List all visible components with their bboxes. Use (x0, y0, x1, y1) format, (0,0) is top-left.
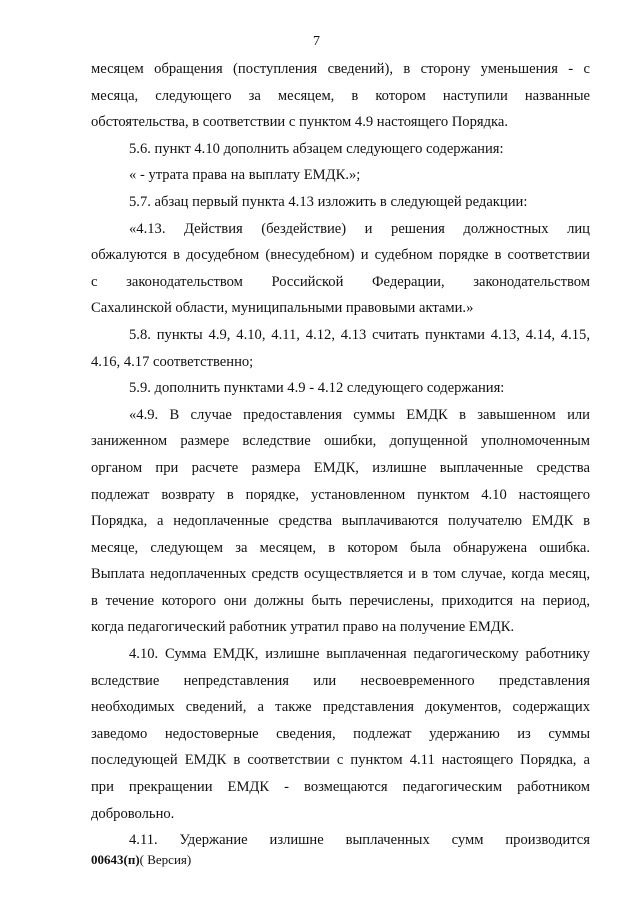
text-line: 4.16, 4.17 соответственно; (91, 353, 254, 370)
text-line: 5.8. пункты 4.9, 4.10, 4.11, 4.12, 4.13 считать пунктами 4.13, 4.14, 4.15, (129, 326, 590, 343)
text-line: последующей ЕМДК в соответствии с пунктом 4.11 настоящего Порядка, а (91, 752, 590, 769)
text-line: подлежат возврату в порядке, установленном пунктом 4.10 настоящего (91, 486, 590, 503)
text-line: 5.7. абзац первый пункта 4.13 изложить в следующей редакции: (129, 193, 528, 210)
text-line: Порядка, а недоплаченные средства выплачиваются получателю ЕМДК в (91, 513, 590, 530)
text-line: когда педагогический работник утратил право на получение ЕМДК. (91, 619, 515, 636)
footer-version: ( Версия) (139, 852, 192, 867)
text-line: обжалуются в досудебном (внесудебном) и судебном порядке в соответствии (91, 247, 590, 264)
text-line: органом при расчете размера ЕМДК, излишне выплаченные средства (91, 459, 590, 476)
text-line: заведомо недостоверные сведения, подлежат удержанию из суммы (91, 725, 590, 742)
text-line: в течение которого они должны быть перечислены, приходится на период, (91, 592, 590, 609)
text-line: 4.11. Удержание излишне выплаченных сумм производится (129, 832, 590, 849)
text-line: «4.9. В случае предоставления суммы ЕМДК в завышенном или (129, 406, 590, 423)
document-body (91, 56, 590, 854)
text-line: при прекращении ЕМДК - возмещаются педагогическим работником (91, 779, 590, 796)
text-line: 4.10. Сумма ЕМДК, излишне выплаченная педагогическому работнику (129, 646, 590, 663)
text-line: вследствие непредставления или несвоевременного представления (91, 672, 590, 689)
text-line: необходимых сведений, а также представления документов, содержащих (91, 699, 590, 716)
text-line: 5.6. пункт 4.10 дополнить абзацем следующего содержания: (129, 140, 504, 157)
text-line: обстоятельства, в соответствии с пунктом 4.9 настоящего Порядка. (91, 114, 509, 131)
text-line: месяца, следующего за месяцем, в котором наступили названные (91, 87, 590, 104)
footer-code: 00643(п) (91, 852, 140, 867)
document-footer (91, 852, 191, 868)
text-line: «4.13. Действия (бездействие) и решения должностных лиц (129, 220, 590, 237)
text-line: Сахалинской области, муниципальными правовыми актами.» (91, 300, 474, 317)
page-number: 7 (313, 34, 320, 49)
text-line: 5.9. дополнить пунктами 4.9 - 4.12 следующего содержания: (129, 380, 505, 397)
text-line: месяцем обращения (поступления сведений), в сторону уменьшения - с (91, 61, 590, 77)
text-line: заниженном размере вследствие ошибки, допущенной уполномоченным (91, 433, 590, 450)
text-line: « - утрата права на выплату ЕМДК.»; (129, 167, 361, 184)
text-line: Выплата недоплаченных средств осуществляется и в том случае, когда месяц, (91, 566, 590, 583)
text-line: месяце, следующем за месяцем, в котором была обнаружена ошибка. (91, 539, 590, 556)
text-line: добровольно. (91, 805, 175, 822)
text-line: с законодательством Российской Федерации, законодательством (91, 273, 590, 290)
